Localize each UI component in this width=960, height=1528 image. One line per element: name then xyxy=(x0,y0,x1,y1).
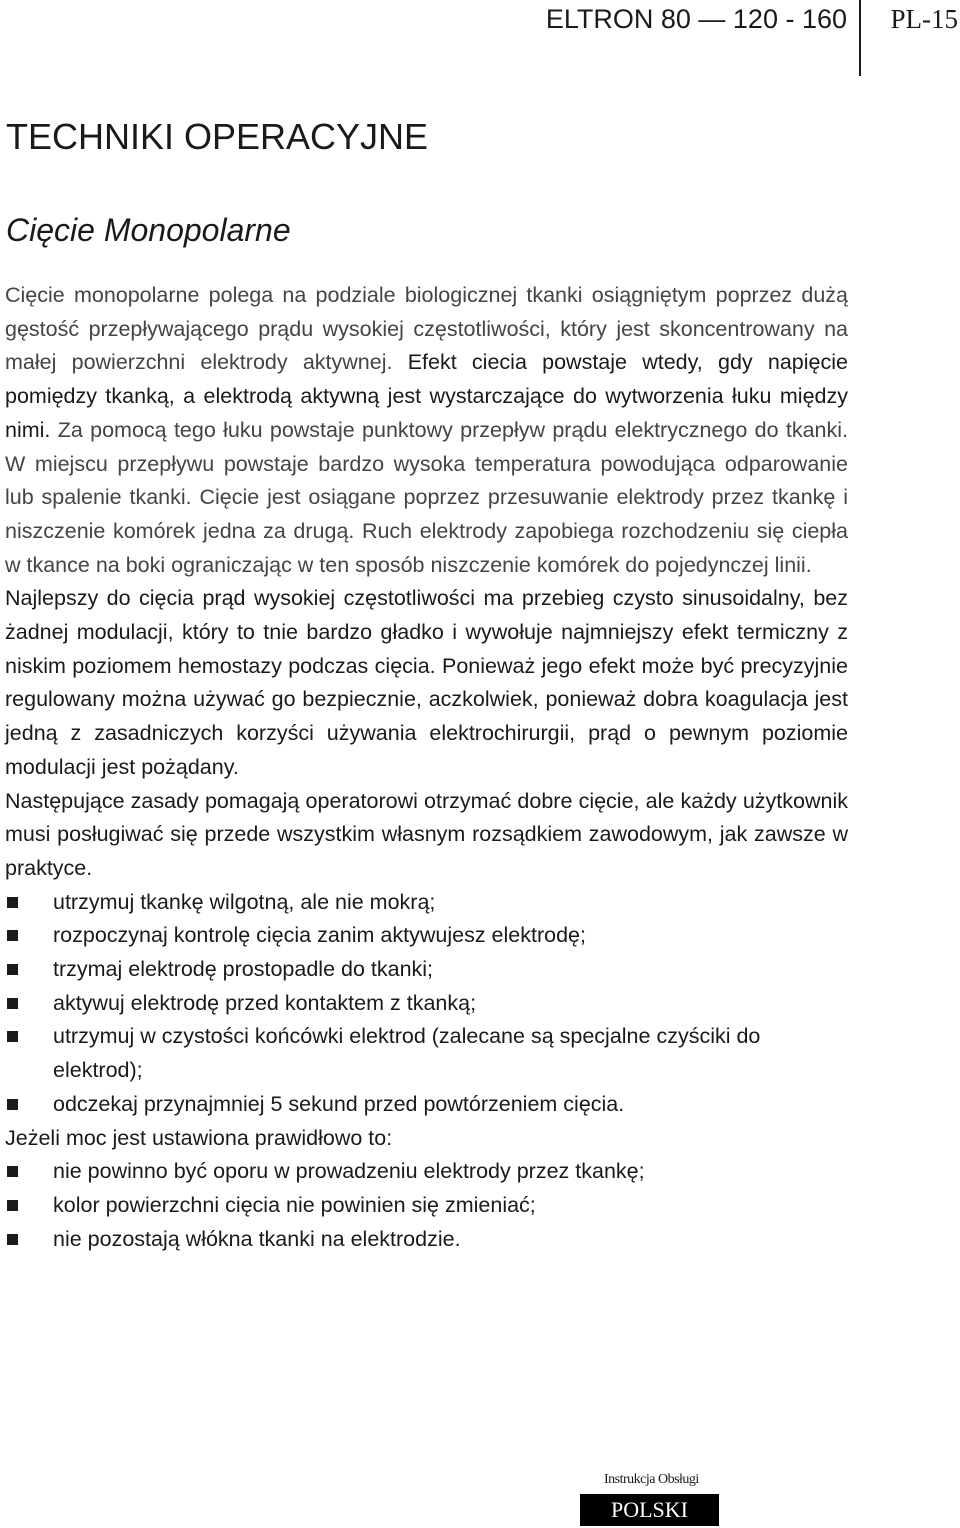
list-item: nie pozostają włókna tkanki na elektrodzie. xyxy=(5,1223,848,1257)
paragraph-power-setting: Jeżeli moc jest ustawiona prawidłowo to: xyxy=(5,1125,393,1150)
header-divider xyxy=(859,0,861,76)
list-item: kolor powierzchni cięcia nie powinien się zmieniać; xyxy=(5,1189,848,1223)
list-item: rozpoczynaj kontrolę cięcia zanim aktywujesz elektrodę; xyxy=(5,919,848,953)
paragraph-rules-intro: Następujące zasady pomagają operatorowi otrzymać dobre cięcie, ale każdy użytkownik musi posługiwać się przede wszystkim własnym rozsądkiem zawodowym, jak zawsze w praktyce. xyxy=(5,788,848,880)
page-header xyxy=(540,0,960,76)
results-list xyxy=(5,1155,848,1256)
language-badge: POLSKI xyxy=(580,1494,719,1526)
list-item: utrzymuj w czystości końcówki elektrod (zalecane są specjalne czyściki do elektrod); xyxy=(5,1020,848,1087)
section-title: TECHNIKI OPERACYJNE xyxy=(6,116,429,157)
paragraph-sinusoidal: Najlepszy do cięcia prąd wysokiej częstotliwości ma przebieg czysto sinusoidalny, bez żadnej modulacji, który to tnie bardzo gładko i wywołuje najmniejszy efekt termiczny z niskim poziomem hemostazy podczas cięcia. Ponieważ jego efekt może być precyzyjnie regulowany można używać go bezpiecznie, aczkolwiek, ponieważ dobra koagulacja jest jedną z zasadniczych korzyści używania elektrochirurgii, prąd o pewnym poziomie modulacji jest pożądany. xyxy=(5,586,848,779)
list-item: nie powinno być oporu w prowadzeniu elektrody przez tkankę; xyxy=(5,1155,848,1189)
body-content xyxy=(5,279,848,1256)
rules-list xyxy=(5,886,848,1122)
list-item: aktywuj elektrodę przed kontaktem z tkanką; xyxy=(5,987,848,1021)
list-item: utrzymuj tkankę wilgotną, ale nie mokrą; xyxy=(5,886,848,920)
intro-effect-text: Efekt ciecia powstaje wtedy, gdy napięcie pomiędzy tkanką, a elektrodą aktywną jest wystarczające do wytworzenia łuku między nimi. xyxy=(5,350,848,442)
page-number: PL-15 xyxy=(890,4,958,34)
list-item: trzymaj elektrodę prostopadle do tkanki; xyxy=(5,953,848,987)
subsection-title: Cięcie Monopolarne xyxy=(6,212,291,248)
footer-caption: Instrukcja Obsługi xyxy=(604,1472,699,1487)
intro-arc-text: Za pomocą tego łuku powstaje punktowy przepływ prądu elektrycznego do tkanki. W miejscu przepływu powstaje bardzo wysoka temperatura powodująca odparowanie lub spalenie tkanki. Cięcie jest osiągane poprzez przesuwanie elektrody przez tkankę i niszczenie komórek jedna za drugą. Ruch elektrody zapobiega rozchodzeniu się ciepła w tkance na boki ograniczając w ten sposób niszczenie komórek do pojedynczej linii. xyxy=(5,417,848,577)
paragraph-intro xyxy=(5,279,848,582)
intro-text: Cięcie monopolarne polega na podziale biologicznej tkanki osiągniętym poprzez dużą gęstość przepływającego prądu wysokiej częstotliwości, który jest skoncentrowany na małej powierzchni elektrody aktywnej. xyxy=(5,283,848,375)
list-item: odczekaj przynajmniej 5 sekund przed powtórzeniem cięcia. xyxy=(5,1088,848,1122)
document-title: ELTRON 80 — 120 - 160 xyxy=(545,4,847,34)
